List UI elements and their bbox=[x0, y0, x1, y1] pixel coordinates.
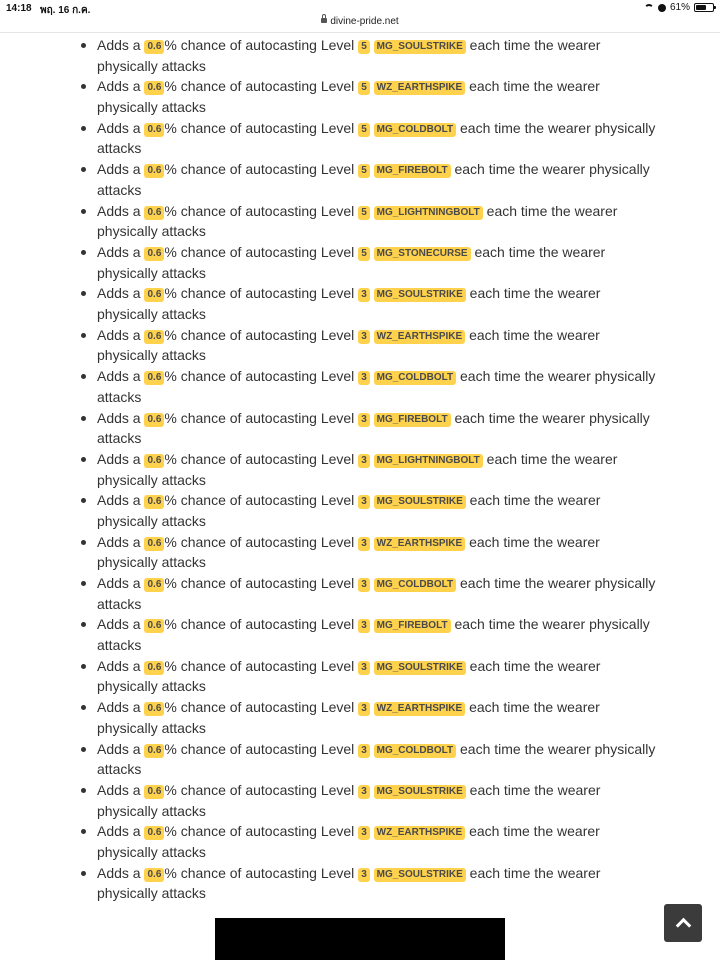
redacted-block bbox=[215, 918, 505, 960]
skill-badge: MG_FIREBOLT bbox=[374, 413, 451, 427]
effect-mid: % chance of autocasting Level bbox=[164, 161, 355, 178]
level-badge: 3 bbox=[358, 619, 370, 633]
chance-badge: 0.6 bbox=[144, 785, 164, 799]
effect-suffix: each time the wearer bbox=[460, 119, 591, 136]
effect-item bbox=[97, 325, 657, 366]
level-badge: 3 bbox=[358, 537, 370, 551]
effect-item bbox=[97, 283, 657, 324]
chance-badge: 0.6 bbox=[144, 206, 164, 220]
effect-mid: % chance of autocasting Level bbox=[164, 864, 355, 881]
effect-item bbox=[97, 35, 657, 76]
effect-item bbox=[97, 408, 657, 449]
level-badge: 3 bbox=[358, 826, 370, 840]
chance-badge: 0.6 bbox=[144, 330, 164, 344]
effect-suffix: each time the wearer bbox=[469, 864, 601, 881]
battery-icon bbox=[694, 3, 714, 12]
effect-suffix: each time the wearer bbox=[469, 657, 601, 674]
effect-suffix-line2: physically attacks bbox=[97, 844, 206, 861]
effect-suffix: each time the wearer bbox=[486, 450, 618, 467]
effect-prefix: Adds a bbox=[97, 616, 141, 633]
effect-prefix: Adds a bbox=[97, 864, 141, 881]
effect-suffix: each time the wearer bbox=[469, 285, 601, 302]
effect-suffix-line2: physically attacks bbox=[97, 264, 206, 281]
effect-item bbox=[97, 242, 657, 283]
effect-prefix: Adds a bbox=[97, 533, 141, 550]
chance-badge: 0.6 bbox=[144, 371, 164, 385]
effect-prefix: Adds a bbox=[97, 326, 141, 343]
skill-badge: MG_LIGHTNINGBOLT bbox=[374, 454, 483, 468]
chance-badge: 0.6 bbox=[144, 495, 164, 509]
effect-prefix: Adds a bbox=[97, 119, 141, 136]
skill-badge: MG_SOULSTRIKE bbox=[374, 288, 466, 302]
effect-suffix-line2: physically attacks bbox=[97, 554, 206, 571]
chance-badge: 0.6 bbox=[144, 454, 164, 468]
effect-mid: % chance of autocasting Level bbox=[164, 492, 355, 509]
effect-mid: % chance of autocasting Level bbox=[164, 243, 355, 260]
level-badge: 3 bbox=[358, 661, 370, 675]
effect-prefix: Adds a bbox=[97, 699, 141, 716]
effect-prefix: Adds a bbox=[97, 243, 141, 260]
effect-suffix: each time the wearer bbox=[486, 202, 618, 219]
effect-suffix: each time the wearer bbox=[469, 326, 600, 343]
effect-item bbox=[97, 490, 657, 531]
lock-icon bbox=[321, 18, 327, 23]
effect-suffix-line2: physically attacks bbox=[97, 512, 206, 529]
effect-mid: % chance of autocasting Level bbox=[164, 285, 355, 302]
skill-badge: MG_FIREBOLT bbox=[374, 164, 451, 178]
effect-item bbox=[97, 573, 657, 614]
chance-badge: 0.6 bbox=[144, 744, 164, 758]
level-badge: 3 bbox=[358, 330, 370, 344]
skill-badge: WZ_EARTHSPIKE bbox=[374, 81, 466, 95]
effect-suffix-line2: physically attacks bbox=[97, 616, 650, 654]
effect-mid: % chance of autocasting Level bbox=[164, 575, 355, 592]
level-badge: 3 bbox=[358, 578, 370, 592]
skill-badge: MG_LIGHTNINGBOLT bbox=[374, 206, 483, 220]
effect-suffix-line2: physically attacks bbox=[97, 678, 206, 695]
chance-badge: 0.6 bbox=[144, 164, 164, 178]
effect-suffix-line2: physically attacks bbox=[97, 57, 206, 74]
effect-item bbox=[97, 76, 657, 117]
effect-mid: % chance of autocasting Level bbox=[164, 823, 355, 840]
effect-suffix: each time the wearer bbox=[460, 575, 591, 592]
effect-mid: % chance of autocasting Level bbox=[164, 119, 355, 136]
effect-prefix: Adds a bbox=[97, 492, 141, 509]
level-badge: 3 bbox=[358, 785, 370, 799]
effect-item bbox=[97, 614, 657, 655]
chance-badge: 0.6 bbox=[144, 826, 164, 840]
effect-suffix: each time the wearer bbox=[469, 823, 600, 840]
effect-prefix: Adds a bbox=[97, 823, 141, 840]
effect-suffix: each time the wearer bbox=[474, 243, 606, 260]
chance-badge: 0.6 bbox=[144, 702, 164, 716]
effect-suffix-line2: physically attacks bbox=[97, 740, 656, 778]
level-badge: 3 bbox=[358, 371, 370, 385]
skill-badge: MG_COLDBOLT bbox=[374, 123, 456, 137]
wifi-icon bbox=[644, 4, 654, 12]
effect-suffix-line2: physically attacks bbox=[97, 347, 206, 364]
effect-item bbox=[97, 780, 657, 821]
skill-badge: MG_SOULSTRIKE bbox=[374, 40, 466, 54]
effect-suffix: each time the wearer bbox=[460, 368, 591, 385]
effect-suffix-line2: physically attacks bbox=[97, 98, 206, 115]
effect-mid: % chance of autocasting Level bbox=[164, 326, 355, 343]
effect-mid: % chance of autocasting Level bbox=[164, 616, 355, 633]
effect-prefix: Adds a bbox=[97, 575, 141, 592]
effect-suffix-line2: physically attacks bbox=[97, 305, 206, 322]
effect-mid: % chance of autocasting Level bbox=[164, 533, 355, 550]
effect-prefix: Adds a bbox=[97, 409, 141, 426]
skill-badge: MG_SOULSTRIKE bbox=[374, 868, 466, 882]
chance-badge: 0.6 bbox=[144, 413, 164, 427]
effect-item bbox=[97, 656, 657, 697]
effect-mid: % chance of autocasting Level bbox=[164, 450, 355, 467]
status-time: 14:18 bbox=[6, 3, 32, 14]
effect-item bbox=[97, 449, 657, 490]
skill-badge: MG_FIREBOLT bbox=[374, 619, 451, 633]
effect-item bbox=[97, 118, 657, 159]
level-badge: 5 bbox=[358, 123, 370, 137]
effect-suffix: each time the wearer bbox=[454, 161, 586, 178]
effect-suffix-line2: physically attacks bbox=[97, 719, 206, 736]
level-badge: 5 bbox=[358, 206, 370, 220]
effect-suffix-line2: physically attacks bbox=[97, 161, 650, 198]
effect-suffix-line2: physically attacks bbox=[97, 575, 656, 612]
effect-prefix: Adds a bbox=[97, 782, 141, 799]
skill-badge: MG_SOULSTRIKE bbox=[374, 661, 466, 675]
battery-percent: 61% bbox=[669, 2, 690, 13]
chance-badge: 0.6 bbox=[144, 868, 164, 882]
effect-mid: % chance of autocasting Level bbox=[164, 657, 355, 674]
level-badge: 3 bbox=[358, 454, 370, 468]
effect-item bbox=[97, 821, 657, 862]
effect-suffix-line2: physically attacks bbox=[97, 368, 656, 405]
skill-badge: MG_SOULSTRIKE bbox=[374, 785, 466, 799]
url-text: divine-pride.net bbox=[330, 16, 399, 27]
level-badge: 5 bbox=[358, 40, 370, 54]
level-badge: 3 bbox=[358, 288, 370, 302]
effect-prefix: Adds a bbox=[97, 161, 141, 178]
effect-mid: % chance of autocasting Level bbox=[164, 368, 355, 385]
effect-item bbox=[97, 739, 657, 780]
chance-badge: 0.6 bbox=[144, 578, 164, 592]
effect-item bbox=[97, 159, 657, 200]
skill-badge: WZ_EARTHSPIKE bbox=[374, 537, 466, 551]
level-badge: 5 bbox=[358, 247, 370, 261]
scroll-to-top-button[interactable] bbox=[664, 904, 702, 942]
effect-suffix-line2: physically attacks bbox=[97, 223, 206, 240]
effect-prefix: Adds a bbox=[97, 37, 141, 53]
effect-suffix: each time the wearer bbox=[460, 740, 591, 757]
battery-fill bbox=[696, 5, 706, 10]
skill-badge: MG_SOULSTRIKE bbox=[374, 495, 466, 509]
effect-item bbox=[97, 201, 657, 242]
skill-badge: MG_COLDBOLT bbox=[374, 578, 456, 592]
effect-item bbox=[97, 863, 657, 904]
effect-suffix-line2: physically attacks bbox=[97, 471, 206, 488]
effect-suffix-line2: physically attacks bbox=[97, 119, 656, 157]
effect-suffix-line2: physically attacks bbox=[97, 802, 206, 819]
effect-prefix: Adds a bbox=[97, 657, 141, 674]
effect-mid: % chance of autocasting Level bbox=[164, 699, 355, 716]
skill-badge: WZ_EARTHSPIKE bbox=[374, 826, 466, 840]
effect-suffix: each time the wearer bbox=[469, 533, 600, 550]
effect-mid: % chance of autocasting Level bbox=[164, 202, 355, 219]
effect-suffix-line2: physically attacks bbox=[97, 409, 650, 447]
status-right bbox=[644, 2, 714, 13]
chance-badge: 0.6 bbox=[144, 537, 164, 551]
level-badge: 3 bbox=[358, 744, 370, 758]
level-badge: 3 bbox=[358, 413, 370, 427]
skill-badge: WZ_EARTHSPIKE bbox=[374, 702, 466, 716]
chance-badge: 0.6 bbox=[144, 123, 164, 137]
level-badge: 3 bbox=[358, 868, 370, 882]
chance-badge: 0.6 bbox=[144, 288, 164, 302]
level-badge: 5 bbox=[358, 81, 370, 95]
chance-badge: 0.6 bbox=[144, 661, 164, 675]
effect-prefix: Adds a bbox=[97, 78, 141, 95]
effect-mid: % chance of autocasting Level bbox=[164, 78, 355, 95]
effect-suffix: each time the wearer bbox=[469, 78, 600, 95]
skill-badge: WZ_EARTHSPIKE bbox=[374, 330, 466, 344]
effect-prefix: Adds a bbox=[97, 450, 141, 467]
effect-suffix: each time the wearer bbox=[469, 782, 601, 799]
level-badge: 3 bbox=[358, 495, 370, 509]
chance-badge: 0.6 bbox=[144, 40, 164, 54]
effect-item bbox=[97, 697, 657, 738]
status-bar bbox=[0, 0, 720, 16]
effect-prefix: Adds a bbox=[97, 285, 141, 302]
effect-prefix: Adds a bbox=[97, 740, 141, 757]
chance-badge: 0.6 bbox=[144, 247, 164, 261]
effect-mid: % chance of autocasting Level bbox=[164, 37, 355, 53]
effect-prefix: Adds a bbox=[97, 368, 141, 385]
chance-badge: 0.6 bbox=[144, 619, 164, 633]
effect-mid: % chance of autocasting Level bbox=[164, 740, 355, 757]
chevron-up-icon bbox=[676, 918, 692, 934]
do-not-disturb-icon bbox=[658, 4, 666, 12]
chance-badge: 0.6 bbox=[144, 81, 164, 95]
effect-suffix: each time the wearer bbox=[469, 492, 601, 509]
effect-suffix: each time the wearer bbox=[469, 699, 600, 716]
effect-prefix: Adds a bbox=[97, 202, 141, 219]
status-date: พฤ. 16 ก.ค. bbox=[40, 5, 91, 16]
skill-badge: MG_STONECURSE bbox=[374, 247, 471, 261]
effect-mid: % chance of autocasting Level bbox=[164, 409, 355, 426]
skill-badge: MG_COLDBOLT bbox=[374, 371, 456, 385]
effect-suffix: each time the wearer bbox=[454, 409, 586, 426]
level-badge: 3 bbox=[358, 702, 370, 716]
level-badge: 5 bbox=[358, 164, 370, 178]
effect-item bbox=[97, 532, 657, 573]
effect-item bbox=[97, 366, 657, 407]
address-bar[interactable] bbox=[0, 16, 720, 33]
skill-badge: MG_COLDBOLT bbox=[374, 744, 456, 758]
effects-list bbox=[0, 35, 657, 904]
effect-suffix-line2: physically attacks bbox=[97, 885, 206, 902]
effect-mid: % chance of autocasting Level bbox=[164, 782, 355, 799]
effect-suffix: each time the wearer bbox=[454, 616, 586, 633]
effect-suffix: each time the wearer bbox=[469, 37, 601, 53]
